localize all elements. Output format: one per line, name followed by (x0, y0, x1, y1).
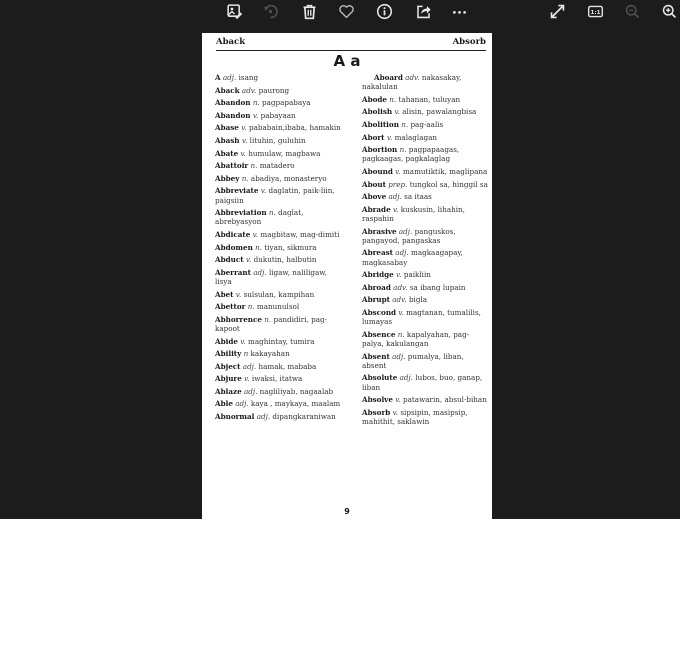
part-of-speech: n. (401, 119, 409, 129)
part-of-speech: adv. (392, 295, 407, 305)
dictionary-entry (362, 395, 488, 404)
part-of-speech: adj. (242, 361, 257, 371)
part-of-speech: n. (399, 145, 407, 155)
running-head-right: Absorb (452, 37, 486, 47)
definition: patawarin, absul-bihan (403, 395, 487, 405)
definition: lubos, buo, ganap, liban (362, 373, 483, 392)
definition: pabayaan (260, 110, 296, 120)
definition: isang (238, 73, 259, 82)
actual-size-button[interactable] (584, 0, 606, 22)
dictionary-entry (215, 111, 345, 120)
headword: Absolve (362, 395, 393, 405)
favorite-icon (338, 3, 355, 20)
definition: magtanan, tumalilis, lumayas (362, 307, 481, 327)
definition: pababain,ibaba, hamakin (248, 123, 341, 133)
definition: pagpapabaya (262, 98, 311, 108)
definition: pumalya, liban, absent (362, 351, 464, 370)
dictionary-entry (215, 399, 345, 408)
section-letter: A a (333, 52, 361, 70)
part-of-speech: prep. (388, 179, 408, 189)
headword: Abattoir (215, 161, 249, 171)
definition: sipsipin, masipsip, mahithit, saklawin (362, 407, 468, 426)
dictionary-entry (215, 149, 345, 158)
part-of-speech: adv. (393, 282, 408, 292)
dictionary-entry (215, 161, 345, 170)
dictionary-entry (215, 315, 345, 333)
part-of-speech: adj. (399, 373, 413, 383)
dictionary-entry (215, 186, 345, 204)
headword: Abode (362, 94, 387, 104)
delete-icon (301, 3, 318, 20)
definition: dipangkaraniwan (272, 412, 336, 422)
definition: sa itaas (404, 192, 432, 202)
definition: dukutin, halbutin (253, 255, 317, 265)
dictionary-entry (215, 302, 345, 311)
headword: Abolish (362, 107, 393, 117)
definition: kaya , maykaya, maalam (250, 399, 341, 409)
definition: bigla (408, 295, 428, 305)
definition: humulaw, magbawa (248, 148, 321, 158)
definition: daglat, abrebyasyon (215, 208, 304, 227)
definition: tiyan, sikmura (264, 242, 317, 252)
headword: Abandon (215, 98, 251, 108)
part-of-speech: v. (398, 307, 404, 317)
headword: Absence (362, 329, 396, 339)
part-of-speech: n. (268, 208, 276, 218)
headword: Abolition (362, 119, 399, 129)
dictionary-entry (215, 136, 345, 145)
right-column (362, 73, 488, 430)
dictionary-entry (362, 145, 488, 163)
definition: sulsulan, kampihan (243, 289, 315, 299)
headword: Abrupt (362, 295, 390, 305)
definition: hamak, mababa (258, 361, 317, 371)
part-of-speech: adj. (395, 248, 409, 258)
dictionary-entry (362, 133, 488, 142)
dictionary-entry (362, 73, 488, 91)
headword: Absent (362, 351, 390, 361)
part-of-speech: v. (241, 123, 247, 133)
dictionary-entry (362, 227, 488, 245)
part-of-speech: v. (240, 336, 246, 346)
info-button[interactable] (373, 0, 395, 22)
part-of-speech: n. (252, 98, 260, 108)
definition: iwaksi, itatwa (251, 374, 303, 384)
rotate-button[interactable] (259, 0, 281, 22)
part-of-speech: n. (255, 242, 263, 252)
zoom-in-icon (661, 3, 678, 20)
headword: Abridge (362, 270, 394, 280)
dictionary-entry (215, 98, 345, 107)
dictionary-entry (362, 283, 488, 292)
fullscreen-icon (549, 3, 566, 20)
headword: About (362, 179, 386, 189)
dictionary-entry (215, 243, 345, 252)
part-of-speech: v. (392, 407, 399, 417)
rotate-icon (262, 3, 279, 20)
definition: alisin, pawalangbisa (402, 107, 477, 117)
delete-button[interactable] (298, 0, 320, 22)
part-of-speech: v. (396, 270, 402, 280)
headword: Abnormal (215, 412, 255, 422)
dictionary-entry (215, 73, 345, 82)
favorite-button[interactable] (335, 0, 357, 22)
dictionary-entry (215, 268, 345, 286)
definition: paurong (258, 85, 290, 95)
definition: paikliin (403, 270, 431, 280)
headword: Abroad (362, 282, 391, 292)
viewer-toolbar (0, 0, 680, 22)
headword: Abbreviation (215, 208, 267, 218)
part-of-speech: adj. (256, 412, 271, 422)
part-of-speech: v. (241, 135, 248, 145)
more-icon (451, 3, 468, 20)
definition: nagliliyab, nagaalab (259, 386, 334, 396)
dictionary-entry (362, 308, 488, 326)
part-of-speech: adv. (405, 73, 420, 82)
part-of-speech: adv. (241, 85, 257, 95)
dictionary-entry (362, 167, 488, 176)
page-number: 9 (344, 507, 350, 516)
part-of-speech: v. (252, 110, 259, 120)
definition: maghintay, tumira (248, 336, 315, 346)
actual-size-icon (587, 3, 604, 20)
info-icon (376, 3, 393, 20)
zoom-out-icon (624, 3, 641, 20)
headword: Abandon (215, 110, 251, 120)
definition: daglatin, paik-liin, paigsiin (215, 186, 335, 205)
headword: Abduct (215, 255, 244, 265)
part-of-speech: adj. (253, 267, 267, 277)
definition: tungkol sa, hinggil sa (409, 179, 488, 189)
dictionary-entry (215, 362, 345, 371)
part-of-speech: n. (389, 94, 397, 104)
headword: A (215, 73, 221, 82)
dictionary-entry (362, 120, 488, 129)
dictionary-entry (215, 374, 345, 383)
dictionary-entry (362, 352, 488, 370)
headword: Abound (362, 166, 393, 176)
part-of-speech: v. (244, 374, 250, 384)
part-of-speech: n. (264, 314, 272, 324)
part-of-speech: adj. (398, 226, 413, 236)
headword: Abdicate (215, 229, 251, 239)
dictionary-entry (215, 412, 345, 421)
part-of-speech: v. (260, 186, 267, 196)
definition: manunulsol (256, 302, 300, 312)
headword: Abase (215, 123, 239, 133)
definition: pagpapaagas, pagkaagas, pagkalaglag (362, 145, 460, 164)
definition: abadiya, monasteryo (250, 173, 327, 183)
headword: Abhorrence (215, 314, 262, 324)
dictionary-entry (215, 86, 345, 95)
running-head-left: Aback (216, 37, 246, 47)
part-of-speech: adj. (222, 73, 237, 82)
headword: Absorb (362, 407, 391, 417)
headword: Ablaze (215, 386, 242, 396)
headword: Abreast (362, 248, 393, 258)
dictionary-entry (362, 107, 488, 116)
part-of-speech: n. (241, 173, 249, 183)
dictionary-entry (215, 123, 345, 132)
part-of-speech: v. (386, 132, 393, 142)
dictionary-entry (362, 295, 488, 304)
part-of-speech: n (243, 349, 249, 359)
edit-image-icon (226, 3, 243, 20)
definition: pandidiri, pag-kapoot (215, 314, 328, 333)
dictionary-entry (215, 290, 345, 299)
part-of-speech: v. (240, 148, 246, 158)
dictionary-entry (215, 208, 345, 226)
definition: ligaw, naliligaw, lisya (215, 267, 327, 286)
part-of-speech: v. (394, 107, 400, 117)
headword: Aback (215, 85, 240, 95)
headword: Abbey (215, 173, 240, 183)
headword: Above (362, 192, 387, 202)
dictionary-entry (362, 192, 488, 201)
definition: kapalyahan, pag-palya, kakulangan (362, 329, 470, 348)
definition: kakayahan (250, 349, 290, 359)
definition: nakasakay, nakalulan (362, 73, 462, 92)
definition: matadero (259, 161, 295, 171)
fullscreen-button[interactable] (546, 0, 568, 22)
headword: Abrade (362, 204, 391, 214)
headword: Abdomen (215, 242, 253, 252)
zoom-out-button[interactable] (621, 0, 643, 22)
headword: Abscond (362, 307, 397, 317)
headword: Abort (362, 132, 385, 142)
part-of-speech: v. (392, 204, 399, 214)
definition: lituhin, guluhin (249, 135, 306, 145)
dictionary-entry (215, 349, 345, 358)
zoom-in-button[interactable] (658, 0, 680, 22)
headword: Abject (215, 361, 241, 371)
headword: Abate (215, 148, 239, 158)
part-of-speech: n. (397, 329, 405, 339)
share-button[interactable] (412, 0, 434, 22)
svg-text:1:1: 1:1 (590, 9, 600, 16)
more-button[interactable] (448, 0, 470, 22)
headword: Abide (215, 336, 238, 346)
definition: magkaagapay, magkasabay (362, 248, 463, 267)
headword: Aboard (374, 73, 403, 82)
headword: Abash (215, 135, 240, 145)
part-of-speech: adj. (243, 386, 258, 396)
definition: mamutiktik, maglipana (402, 166, 488, 176)
dictionary-page (202, 33, 492, 519)
headword: Absolute (362, 373, 398, 383)
dictionary-entry (362, 408, 488, 426)
definition: pag-aalis (410, 119, 444, 129)
definition: kuskusin, lihahin, raspahin (362, 204, 465, 223)
definition: malaglagan (394, 132, 437, 142)
dictionary-entry (362, 248, 488, 266)
part-of-speech: v. (245, 255, 252, 265)
dictionary-entry (215, 337, 345, 346)
definition: magbitaw, mag-dimiti (260, 229, 340, 239)
part-of-speech: adj. (235, 399, 249, 409)
part-of-speech: n. (247, 302, 255, 312)
dictionary-entry (362, 205, 488, 223)
headword: Abettor (215, 302, 246, 312)
dictionary-entry (215, 174, 345, 183)
headword: Able (215, 399, 233, 409)
headword: Abet (215, 289, 234, 299)
dictionary-entry (215, 230, 345, 239)
headword: Aberrant (215, 267, 251, 277)
part-of-speech: v. (395, 166, 401, 176)
dictionary-entry (215, 255, 345, 264)
edit-button[interactable] (223, 0, 245, 22)
dictionary-entry (215, 387, 345, 396)
definition: panguskos, pangayod, pangaskas (362, 226, 456, 245)
part-of-speech: n. (250, 161, 258, 171)
part-of-speech: adj. (392, 351, 406, 361)
left-column (215, 73, 345, 425)
headword: Ability (215, 349, 242, 359)
dictionary-entry (362, 180, 488, 189)
part-of-speech: v. (252, 229, 259, 239)
headword: Abortion (362, 145, 398, 155)
definition: sa ibang lupain (409, 282, 466, 292)
dictionary-entry (362, 330, 488, 348)
dictionary-entry (362, 95, 488, 104)
blank-area (0, 519, 680, 645)
part-of-speech: adj. (388, 192, 402, 202)
share-icon (415, 3, 432, 20)
running-head (216, 37, 486, 51)
part-of-speech: v. (395, 395, 401, 405)
headword: Abbreviate (215, 186, 259, 196)
headword: Abrasive (362, 226, 397, 236)
dictionary-entry (362, 270, 488, 279)
part-of-speech: v. (235, 289, 242, 299)
definition: tahanan, tuluyan (398, 94, 461, 104)
headword: Abjure (215, 374, 242, 384)
dictionary-entry (362, 373, 488, 391)
